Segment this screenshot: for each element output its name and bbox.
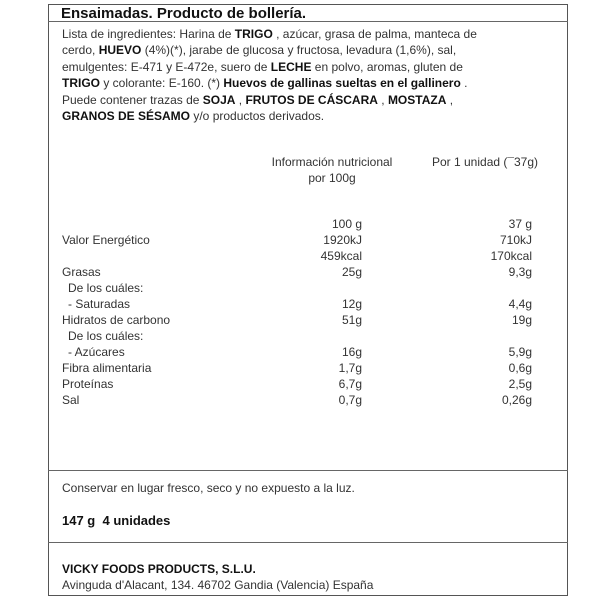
- ingredient-text: (4%)(*), jarabe de glucosa y fructosa, levadura (1,6%), sal,: [141, 43, 457, 58]
- nutrition-row: [62, 264, 532, 280]
- value-per-unit: 19g: [511, 313, 532, 327]
- value-per-unit: 2,5g: [508, 377, 532, 391]
- net-weight-line: [62, 513, 170, 528]
- nutrition-row: [62, 312, 532, 328]
- nutrition-row: [62, 232, 532, 248]
- nutrition-row: [62, 296, 532, 312]
- value-per-unit: 0,6g: [508, 361, 532, 375]
- nutrition-row: [62, 216, 532, 232]
- nutrient-name: De los cuáles:: [68, 329, 144, 343]
- nutrient-name: Sal: [62, 393, 80, 407]
- nutrition-row: [62, 392, 532, 408]
- nutrition-header-per100: [252, 154, 412, 186]
- divider-company: [48, 542, 568, 543]
- ingredient-text: y/o productos derivados.: [190, 109, 325, 124]
- storage-note: Conservar en lugar fresco, seco y no expuesto a la luz.: [62, 481, 355, 495]
- unit-count: 4 unidades: [102, 513, 171, 528]
- ingredient-text: ,: [446, 92, 454, 107]
- divider-title: [48, 21, 568, 22]
- value-per-100g: 12g: [341, 297, 362, 311]
- nutrition-row: [62, 360, 532, 376]
- nutrient-name: Hidratos de carbono: [62, 313, 171, 327]
- value-per-unit: 37 g: [508, 217, 532, 231]
- ingredient-text: emulgentes: E-471 y E-472e, suero de: [62, 59, 271, 74]
- value-per-100g: 459kcal: [320, 249, 362, 263]
- divider-nutrition: [48, 470, 568, 471]
- ingredients-line: [62, 75, 562, 91]
- nutrition-row: [62, 248, 532, 264]
- nutrition-row: [62, 344, 532, 360]
- value-per-unit: 4,4g: [508, 297, 532, 311]
- company-name: VICKY FOODS PRODUCTS, S.L.U.: [62, 562, 256, 576]
- value-per-unit: 170kcal: [490, 249, 532, 263]
- value-per-unit: 9,3g: [508, 265, 532, 279]
- allergen-text: FRUTOS DE CÁSCARA: [245, 92, 378, 107]
- ingredients-line: [62, 108, 562, 124]
- value-per-100g: 25g: [341, 265, 362, 279]
- company-address: Avinguda d'Alacant, 134. 46702 Gandia (Valencia) España: [62, 578, 374, 592]
- ingredients-line: [62, 92, 562, 108]
- allergen-text: MOSTAZA: [387, 92, 447, 107]
- value-per-100g: 6,7g: [338, 377, 362, 391]
- ingredient-text: cerdo,: [62, 43, 99, 58]
- nutrient-name: Proteínas: [62, 377, 114, 391]
- ingredient-text: Lista de ingredientes: Harina de: [62, 27, 235, 41]
- value-per-unit: 5,9g: [508, 345, 532, 359]
- value-per-unit: 0,26g: [501, 393, 532, 407]
- nutrition-header-per100-line2: por 100g: [308, 171, 356, 185]
- ingredient-text: en polvo, aromas, gluten de: [311, 59, 463, 74]
- nutrient-name: De los cuáles:: [68, 281, 144, 295]
- nutrition-row: [62, 328, 532, 344]
- nutrient-name: Valor Energético: [62, 233, 150, 247]
- nutrient-name: - Saturadas: [68, 297, 131, 311]
- ingredient-text: ,: [235, 92, 246, 107]
- allergen-text: GRANOS DE SÉSAMO: [62, 109, 191, 124]
- ingredient-text: .: [460, 76, 468, 91]
- nutrition-header-perunit: Por 1 unidad (¯37g): [431, 155, 539, 169]
- net-weight: 147 g: [62, 513, 96, 528]
- ingredient-text: Puede contener trazas de: [62, 92, 203, 107]
- value-per-100g: 16g: [341, 345, 362, 359]
- ingredients-line: [62, 42, 562, 58]
- ingredients-line: [62, 26, 562, 42]
- nutrient-name: Grasas: [62, 265, 101, 279]
- nutrition-row: [62, 376, 532, 392]
- value-per-100g: 51g: [341, 313, 362, 327]
- nutrient-name: - Azúcares: [68, 345, 125, 359]
- ingredient-text: , azúcar, grasa de palma, manteca de: [272, 27, 477, 41]
- ingredient-text: ,: [377, 92, 388, 107]
- allergen-text: SOJA: [202, 92, 236, 107]
- ingredients-line: [62, 59, 562, 75]
- allergen-text: LECHE: [270, 59, 312, 74]
- allergen-text: TRIGO: [234, 27, 273, 41]
- value-per-100g: 100 g: [331, 217, 362, 231]
- nutrition-header-per100-line1: Información nutricional: [271, 155, 393, 169]
- value-per-100g: 1,7g: [338, 361, 362, 375]
- nutrient-name: Fibra alimentaria: [62, 361, 152, 375]
- value-per-100g: 1920kJ: [323, 233, 362, 247]
- allergen-text: TRIGO: [62, 76, 100, 91]
- ingredients-text: [62, 26, 562, 124]
- ingredient-text: y colorante: E-160. (*): [100, 76, 224, 91]
- allergen-text: HUEVO: [98, 43, 142, 58]
- product-title: Ensaimadas. Producto de bollería.: [61, 5, 307, 22]
- allergen-text: Huevos de gallinas sueltas en el gallinero: [223, 76, 461, 91]
- nutrition-row: [62, 280, 532, 296]
- value-per-100g: 0,7g: [338, 393, 362, 407]
- value-per-unit: 710kJ: [499, 233, 532, 247]
